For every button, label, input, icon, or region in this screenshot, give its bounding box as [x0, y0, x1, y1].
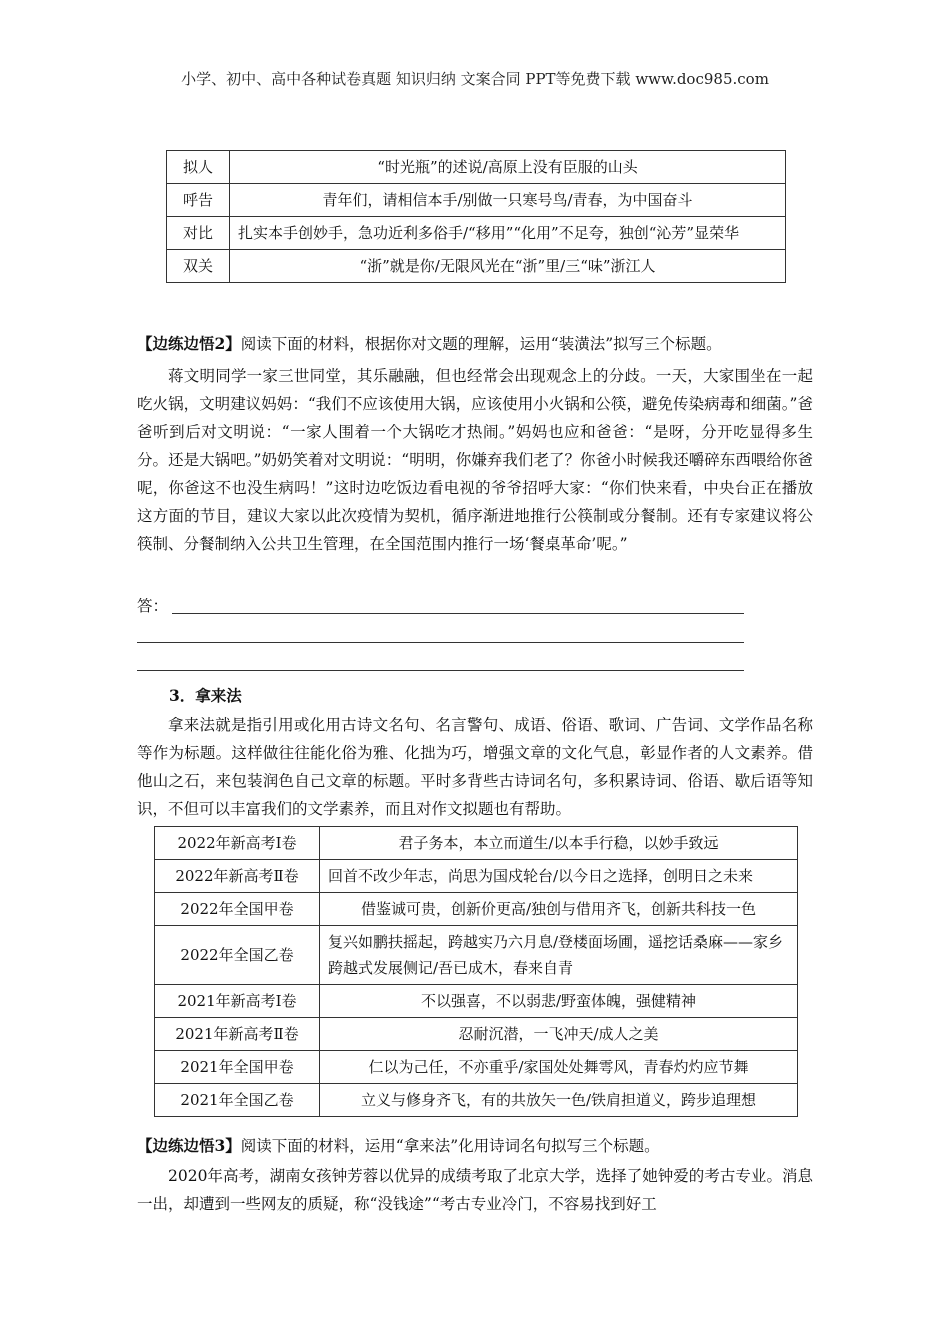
exam-cell: 2021年新高考Ⅱ卷	[155, 1018, 320, 1051]
example-cell: “浙”就是你/无限风光在“浙”里/三“味”浙江人	[230, 250, 786, 283]
exam-cell: 2021年全国乙卷	[155, 1084, 320, 1117]
section-3-body: 拿来法就是指引用或化用古诗文名句、名言警句、成语、俗语、歌词、广告词、文学作品名称等作为标题。这样做往往能化俗为雅、化拙为巧，增强文章的文化气息，彰显作者的人文素养。借他山之石，来包装润色自己文章的标题。平时多背些古诗词名句，多积累诗词、俗语、歇后语等知识，不但可以丰富我们的文学素养，而且对作文拟题也有帮助。	[137, 716, 813, 818]
technique-cell: 拟人	[167, 151, 230, 184]
titles-cell: 不以强喜，不以弱悲/野蛮体魄，强健精神	[320, 985, 798, 1018]
answer-line[interactable]	[172, 613, 744, 614]
exam-cell: 2022年新高考Ⅰ卷	[155, 827, 320, 860]
exercise-3-instruction-text: 阅读下面的材料，运用“拿来法”化用诗词名句拟写三个标题。	[240, 1137, 660, 1155]
exam-cell: 2021年全国甲卷	[155, 1051, 320, 1084]
titles-cell: 借鉴诚可贵，创新价更高/独创与借用齐飞，创新共科技一色	[320, 893, 798, 926]
table-row	[167, 217, 786, 250]
titles-cell: 立义与修身齐飞，有的共放矢一色/铁肩担道义，跨步追理想	[320, 1084, 798, 1117]
example-cell: 扎实本手创妙手，急功近利多俗手/“移用”“化用”不足夸，独创“沁芳”显荣华	[230, 217, 786, 250]
answer-label: 答：	[137, 597, 169, 615]
example-cell: “时光瓶”的述说/高原上没有臣服的山头	[230, 151, 786, 184]
answer-line[interactable]	[137, 642, 744, 643]
titles-cell: 复兴如鹏扶摇起，跨越实乃六月息/登楼面场圃，遥挖话桑麻——家乡跨越式发展侧记/吾已成木，春来自青	[320, 926, 798, 985]
exercise-2-material: 蒋文明同学一家三世同堂，其乐融融，但也经常会出现观念上的分歧。一天，大家围坐在一起吃火锅，文明建议妈妈：“我们不应该使用大锅，应该使用小火锅和公筷，避免传染病毒和细菌。”爸爸听到后对文明说：“一家人围着一个大锅吃才热闹。”妈妈也应和爸爸：“是呀，分开吃显得多生分。还是大锅吧。”奶奶笑着对文明说：“明明，你嫌弃我们老了？你爸小时候我还嚼碎东西喂给你爸呢，你爸这不也没生病吗！”这时边吃饭边看电视的爷爷招呼大家：“你们快来看，中央台正在播放这方面的节目，建议大家以此次疫情为契机，循序渐进地推行公筷制或分餐制。还有专家建议将公筷制、分餐制纳入公共卫生管理，在全国范围内推行一场‘餐桌革命’呢。”	[137, 367, 813, 553]
exercise-3-material: 2020年高考，湖南女孩钟芳蓉以优异的成绩考取了北京大学，选择了她钟爱的考古专业。消息一出，却遭到一些网友的质疑，称“没钱途”“考古专业冷门，不容易找到好工	[137, 1167, 813, 1213]
titles-cell: 仁以为己任，不亦重乎/家国处处舞雩风，青春灼灼应节舞	[320, 1051, 798, 1084]
exam-cell: 2022年新高考Ⅱ卷	[155, 860, 320, 893]
table-row	[167, 250, 786, 283]
table-row	[155, 893, 798, 926]
exam-cell: 2021年新高考Ⅰ卷	[155, 985, 320, 1018]
technique-cell: 双关	[167, 250, 230, 283]
table-row	[155, 860, 798, 893]
exam-cell: 2022年全国乙卷	[155, 926, 320, 985]
rhetoric-title-table	[166, 150, 786, 283]
table-row	[167, 184, 786, 217]
exercise-2-instruction-text: 阅读下面的材料，根据你对文题的理解，运用“装潢法”拟写三个标题。	[240, 335, 722, 353]
exercise-2-label: 【边练边悟2】	[137, 334, 241, 353]
table-row	[155, 1018, 798, 1051]
exercise-3-instruction	[137, 1132, 817, 1160]
section-3-heading: 3．拿来法	[169, 686, 242, 705]
exercise-2-instruction	[137, 330, 817, 358]
table-row	[155, 1084, 798, 1117]
titles-cell: 君子务本，本立而道生/以本手行稳，以妙手致远	[320, 827, 798, 860]
page-header: 小学、初中、高中各种试卷真题 知识归纳 文案合同 PPT等免费下载 www.doc985.com	[181, 70, 769, 88]
answer-line[interactable]	[137, 670, 744, 671]
titles-cell: 忍耐沉潜，一飞冲天/成人之美	[320, 1018, 798, 1051]
exercise-3-label: 【边练边悟3】	[137, 1136, 241, 1155]
titles-cell: 回首不改少年志，尚思为国戍轮台/以今日之选择，创明日之未来	[320, 860, 798, 893]
table-row	[155, 827, 798, 860]
table-row	[155, 926, 798, 985]
example-cell: 青年们，请相信本手/别做一只寒号鸟/青春，为中国奋斗	[230, 184, 786, 217]
table-row	[167, 151, 786, 184]
table-row	[155, 985, 798, 1018]
exam-title-table	[154, 826, 798, 1117]
table-row	[155, 1051, 798, 1084]
exam-cell: 2022年全国甲卷	[155, 893, 320, 926]
technique-cell: 呼告	[167, 184, 230, 217]
technique-cell: 对比	[167, 217, 230, 250]
